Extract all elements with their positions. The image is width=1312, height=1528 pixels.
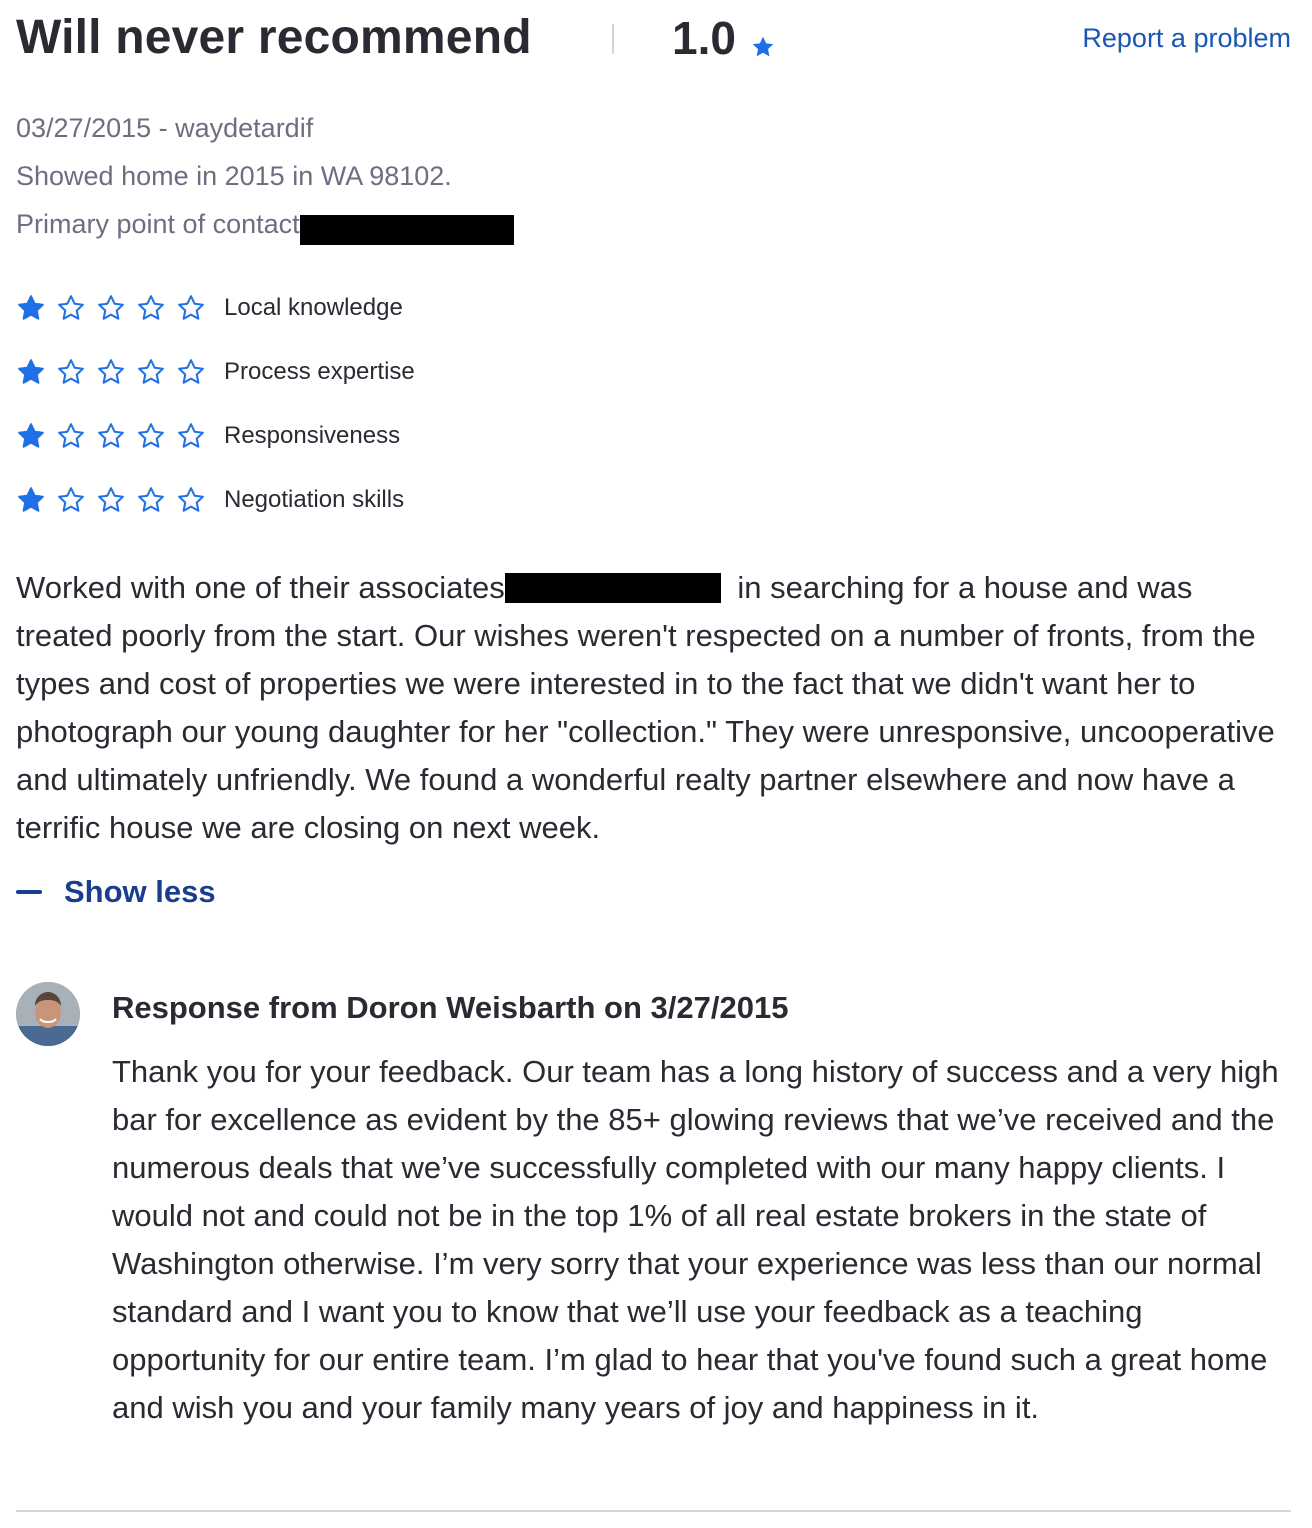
primary-contact-label: Primary point of contact <box>16 209 300 239</box>
primary-contact <box>16 200 916 248</box>
star-outline-icon <box>176 485 206 515</box>
star-filled-icon <box>16 485 46 515</box>
star-outline-icon <box>56 485 86 515</box>
rating-row <box>16 468 415 532</box>
star-outline-icon <box>96 421 126 451</box>
rating-label: Negotiation skills <box>224 486 405 513</box>
bottom-divider <box>16 1510 1291 1512</box>
review-header <box>16 10 1291 70</box>
star-outline-icon <box>136 357 166 387</box>
star-outline-icon <box>96 485 126 515</box>
show-less-button[interactable] <box>16 868 216 916</box>
rating-row <box>16 404 415 468</box>
header-divider <box>612 24 614 54</box>
rating-label: Local knowledge <box>224 294 403 321</box>
rating-label: Process expertise <box>224 358 415 385</box>
minus-icon <box>16 890 42 894</box>
star-outline-icon <box>56 357 86 387</box>
redaction-bar <box>505 573 721 603</box>
star-group <box>16 421 210 451</box>
showed-home-info: Showed home in 2015 in WA 98102. <box>16 161 452 191</box>
rating-row <box>16 276 415 340</box>
rating-row <box>16 340 415 404</box>
redaction-bar <box>300 215 514 245</box>
star-filled-icon <box>16 421 46 451</box>
person-avatar-icon <box>16 982 80 1046</box>
review-title: Will never recommend <box>16 11 532 64</box>
review-date-author: 03/27/2015 - waydetardif <box>16 113 314 143</box>
star-group <box>16 357 210 387</box>
star-outline-icon <box>176 421 206 451</box>
show-less-label: Show less <box>64 874 216 909</box>
star-outline-icon <box>56 421 86 451</box>
star-outline-icon <box>176 357 206 387</box>
star-outline-icon <box>136 421 166 451</box>
star-outline-icon <box>96 357 126 387</box>
star-outline-icon <box>136 485 166 515</box>
star-outline-icon <box>136 293 166 323</box>
star-filled-icon <box>750 34 776 60</box>
response-heading: Response from Doron Weisbarth on 3/27/2015 <box>112 990 789 1025</box>
review-body-rest: in searching for a house and was treated poorly from the start. Our wishes weren't respected on a number of fronts, from the types and cost of properties we were interested in to the fact that we didn't want her to photograph our young daughter for her "collection." They were unresponsive, uncooperative and ultimately unfriendly. We found a wonderful realty partner elsewhere and now have a terrific house we are closing on next week. <box>16 570 1275 845</box>
overall-rating: 1.0 <box>672 12 736 64</box>
review-body-start: Worked with one of their associates <box>16 570 505 605</box>
star-group <box>16 485 210 515</box>
star-outline-icon <box>176 293 206 323</box>
review-meta <box>16 104 916 248</box>
rating-label: Responsiveness <box>224 422 401 449</box>
review-body <box>16 564 1291 852</box>
star-outline-icon <box>56 293 86 323</box>
review-card <box>16 0 1291 1528</box>
star-filled-icon <box>16 293 46 323</box>
star-outline-icon <box>96 293 126 323</box>
response-body: Thank you for your feedback. Our team has a long history of success and a very high bar for excellence as evident by the 85+ glowing reviews that we’ve received and the numerous deals that we’ve successfully completed with our many happy clients. I would not and could not be in the top 1% of all real estate brokers in the state of Washington otherwise. I’m very sorry that your experience was less than our normal standard and I want you to know that we’ll use your feedback as a teaching opportunity for our entire team. I’m glad to hear that you've found such a great home and wish you and your family many years of joy and happiness in it. <box>112 1054 1279 1425</box>
sub-ratings <box>16 276 415 532</box>
report-problem-link[interactable]: Report a problem <box>1082 23 1291 53</box>
avatar <box>16 982 80 1046</box>
star-filled-icon <box>16 357 46 387</box>
star-group <box>16 293 210 323</box>
